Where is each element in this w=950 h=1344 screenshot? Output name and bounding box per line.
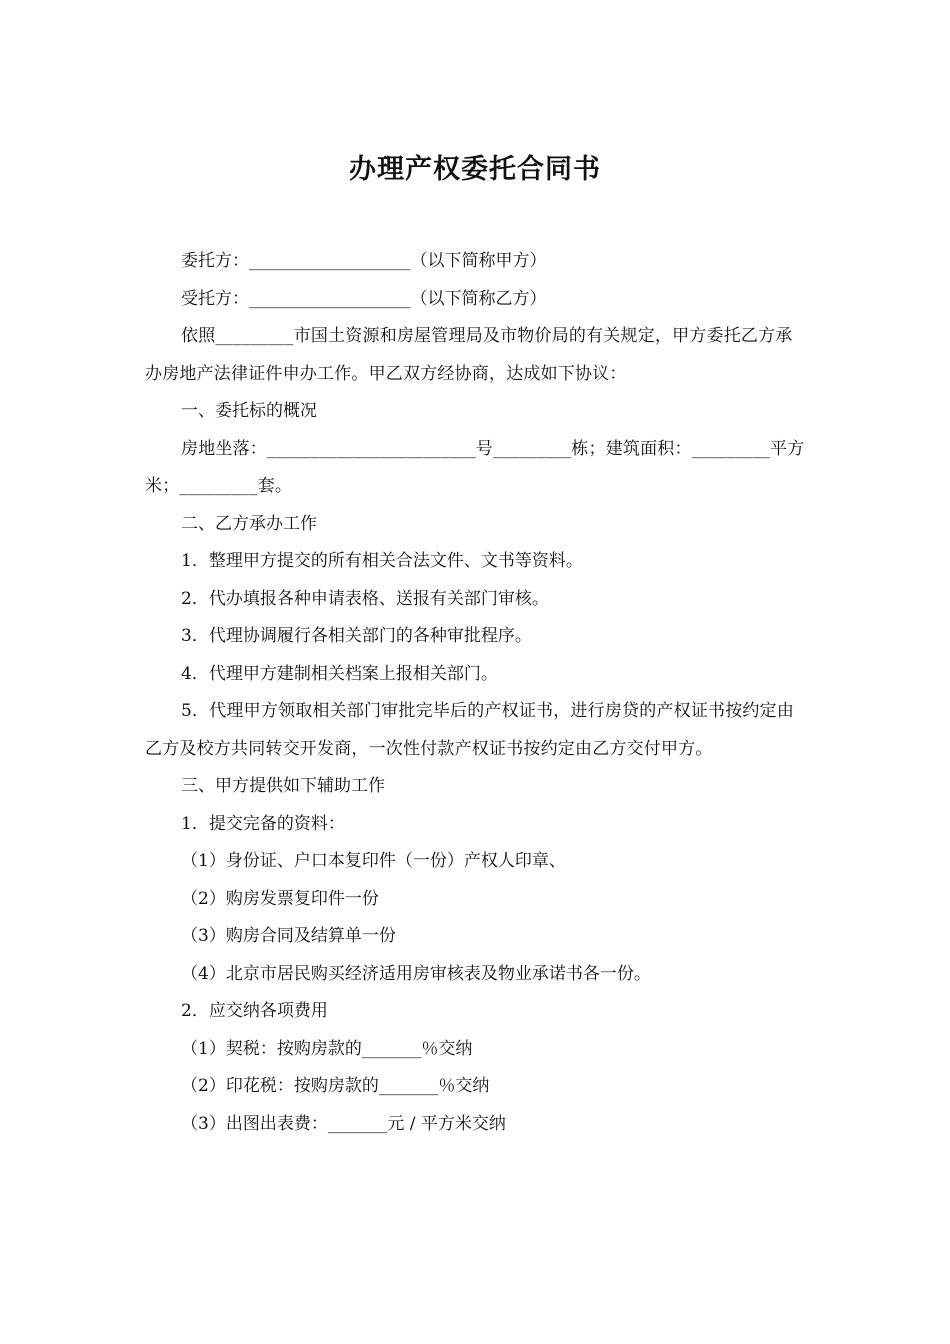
paragraph-principal: 委托方：___________________（以下简称甲方）: [181, 251, 547, 271]
list-item: 2．代办填报各种申请表格、送报有关部门审核。: [181, 588, 549, 609]
list-item: 3．代理协调履行各相关部门的各种审批程序。: [181, 626, 532, 646]
sub-list-item: （4）北京市居民购买经济适用房审核表及物业承诺书各一份。: [181, 963, 651, 984]
list-item: 1．提交完备的资料：: [181, 813, 345, 834]
paragraph-property-location: 房地坐落：________________________号_________栋；建筑面积：_________平方米；_________套。: [145, 438, 805, 496]
sub-list-item: （2）印花税：按购房款的_______％交纳: [181, 1076, 490, 1096]
sub-list-item: （1）契税：按购房款的_______％交纳: [181, 1038, 473, 1059]
sub-list-item: （2）购房发票复印件一份: [181, 888, 379, 909]
sub-list-item: （3）出图出表费：_______元 / 平方米交纳: [181, 1113, 506, 1134]
sub-list-item: （3）购房合同及结算单一份: [181, 926, 396, 946]
list-item: 1．整理甲方提交的所有相关合法文件、文书等资料。: [181, 551, 583, 571]
document-title: 办理产权委托合同书: [349, 154, 601, 185]
section-heading-3: 三、甲方提供如下辅助工作: [181, 776, 385, 796]
paragraph-basis: 依照_________市国土资源和房屋管理局及市物价局的有关规定，甲方委托乙方承办房地产法律证件申办工作。甲乙双方经协商，达成如下协议：: [145, 326, 793, 384]
paragraph-agent: 受托方：___________________（以下简称乙方）: [181, 288, 547, 309]
list-item: 2．应交纳各项费用: [181, 1001, 328, 1021]
sub-list-item: （1）身份证、户口本复印件（一份）产权人印章、: [181, 851, 566, 871]
section-heading-2: 二、乙方承办工作: [181, 513, 317, 534]
list-item: 5．代理甲方领取相关部门审批完毕后的产权证书，进行房贷的产权证书按约定由乙方及校方共同转交开发商，一次性付款产权证书按约定由乙方交付甲方。: [145, 701, 795, 759]
list-item: 4．代理甲方建制相关档案上报相关部门。: [181, 663, 498, 684]
section-heading-1: 一、委托标的概况: [181, 401, 317, 421]
document-body: [145, 243, 807, 1143]
